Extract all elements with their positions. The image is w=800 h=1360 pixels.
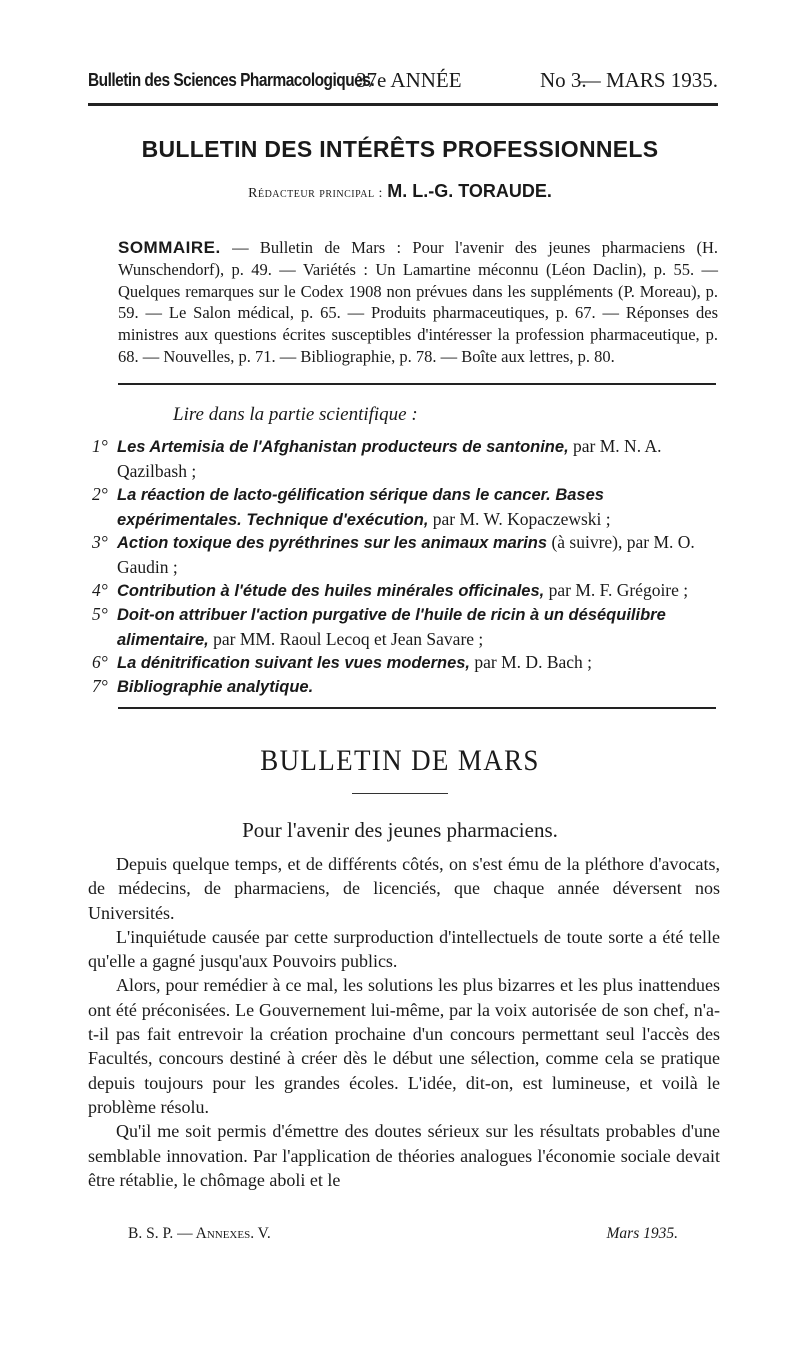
sommaire-label: SOMMAIRE. <box>118 238 221 257</box>
title-underline <box>352 793 448 794</box>
running-head <box>88 62 718 102</box>
item-title: La réaction de lacto-gélification sérique dans le cancer. Bases expérimentales. Technique d'exécution, <box>117 486 604 529</box>
item-title: Les Artemisia de l'Afghanistan producteurs de santonine, <box>117 438 569 456</box>
editor-line <box>0 181 800 202</box>
list-item <box>92 650 728 675</box>
article-body <box>88 852 720 1192</box>
item-author: par MM. Raoul Lecoq et Jean Savare ; <box>213 629 484 649</box>
list-item <box>92 578 728 603</box>
journal-name: Bulletin des Sciences Pharmacologiques. <box>88 70 375 90</box>
issue-date: — MARS 1935. <box>579 68 718 92</box>
scientific-heading: Lire dans la partie scientifique : <box>173 404 418 425</box>
item-title: Bibliographie analytique. <box>117 678 314 696</box>
item-title: Action toxique des pyréthrines sur les animaux marins <box>117 534 548 552</box>
item-author: par M. D. Bach ; <box>474 652 593 672</box>
item-number: 5° <box>92 604 108 624</box>
item-number: 4° <box>92 580 108 600</box>
list-item <box>92 674 728 699</box>
paragraph: Alors, pour remédier à ce mal, les solutions les plus bizarres et les plus inattendues ont été préconisées. Le Gouvernement lui-même, par la voix autorisée de son chef, n'a-t-il pas fait entrevoir la création prochaine d'un concours permettant seul l'accès des Facultés, concours destiné à créer dès le début une sélection, comme cela se pratique depuis toujours pour les grandes écoles. L'idée, dit-on, est lumineuse, et voilà le problème résolu. <box>88 975 720 1117</box>
divider-rule <box>118 707 716 709</box>
list-item <box>92 602 728 652</box>
sommaire-block <box>118 237 718 368</box>
article-title: Pour l'avenir des jeunes pharmaciens. <box>242 818 558 842</box>
list-item <box>92 434 728 483</box>
bulletin-title: BULLETIN DE MARS <box>260 744 540 777</box>
volume-year: 37e ANNÉE <box>356 68 462 92</box>
item-number: 7° <box>92 676 108 696</box>
divider-rule <box>118 383 716 385</box>
item-title: La dénitrification suivant les vues modernes, <box>117 654 471 672</box>
footer-right: Mars 1935. <box>606 1225 678 1242</box>
item-number: 3° <box>92 532 108 552</box>
paragraph: L'inquiétude causée par cette surproduction d'intellectuels de toute sorte a été telle qu'elle a gagné jusqu'aux Pouvoirs publics. <box>88 926 720 972</box>
editor-name: M. L.-G. TORAUDE. <box>387 181 552 201</box>
footer-left: B. S. P. — Annexes. V. <box>128 1225 271 1242</box>
item-author: par M. F. Grégoire ; <box>548 580 689 600</box>
item-author: par M. N. A. Qazilbash ; <box>117 436 662 481</box>
item-number: 6° <box>92 652 108 672</box>
item-title: Contribution à l'étude des huiles minérales officinales, <box>117 582 545 600</box>
item-author: (à suivre), par M. O. Gaudin ; <box>117 532 695 577</box>
header-rule <box>88 103 718 106</box>
list-item <box>92 530 728 579</box>
paragraph: Depuis quelque temps, et de différents côtés, on s'est ému de la pléthore d'avocats, de médecins, de pharmaciens, de licenciés, que chaque année déversent nos Universités. <box>88 854 720 923</box>
section-title: BULLETIN DES INTÉRÊTS PROFESSIONNELS <box>141 136 659 162</box>
issue-number: No 3. <box>540 68 587 92</box>
paragraph: Qu'il me soit permis d'émettre des doutes sérieux sur les résultats probables d'une semblable innovation. Par l'application de théories analogues l'économie sociale devait être rétablie, le chômage aboli et le <box>88 1121 720 1190</box>
item-number: 1° <box>92 436 108 456</box>
editor-label: Rédacteur principal : <box>248 186 383 201</box>
item-author: par M. W. Kopaczewski ; <box>432 509 611 529</box>
item-title: Doit-on attribuer l'action purgative de l'huile de ricin à un déséquilibre alimentaire, <box>117 606 666 649</box>
sommaire-text: — Bulletin de Mars : Pour l'avenir des jeunes pharmaciens (H. Wunschendorf), p. 49. — Variétés : Un Lamartine méconnu (Léon Daclin), p. 55. — Quelques remarques sur le Codex 1908 non prévues dans les suppléments (P. Moreau), p. 59. — Le Salon médical, p. 65. — Produits pharmaceutiques, p. 67. — Réponses des ministres aux questions écrites susceptibles d'intéresser la profession pharmaceutique, p. 68. — Nouvelles, p. 71. — Bibliographie, p. 78. — Boîte aux lettres, p. 80. <box>118 238 719 366</box>
list-item <box>92 482 728 532</box>
item-number: 2° <box>92 484 108 504</box>
